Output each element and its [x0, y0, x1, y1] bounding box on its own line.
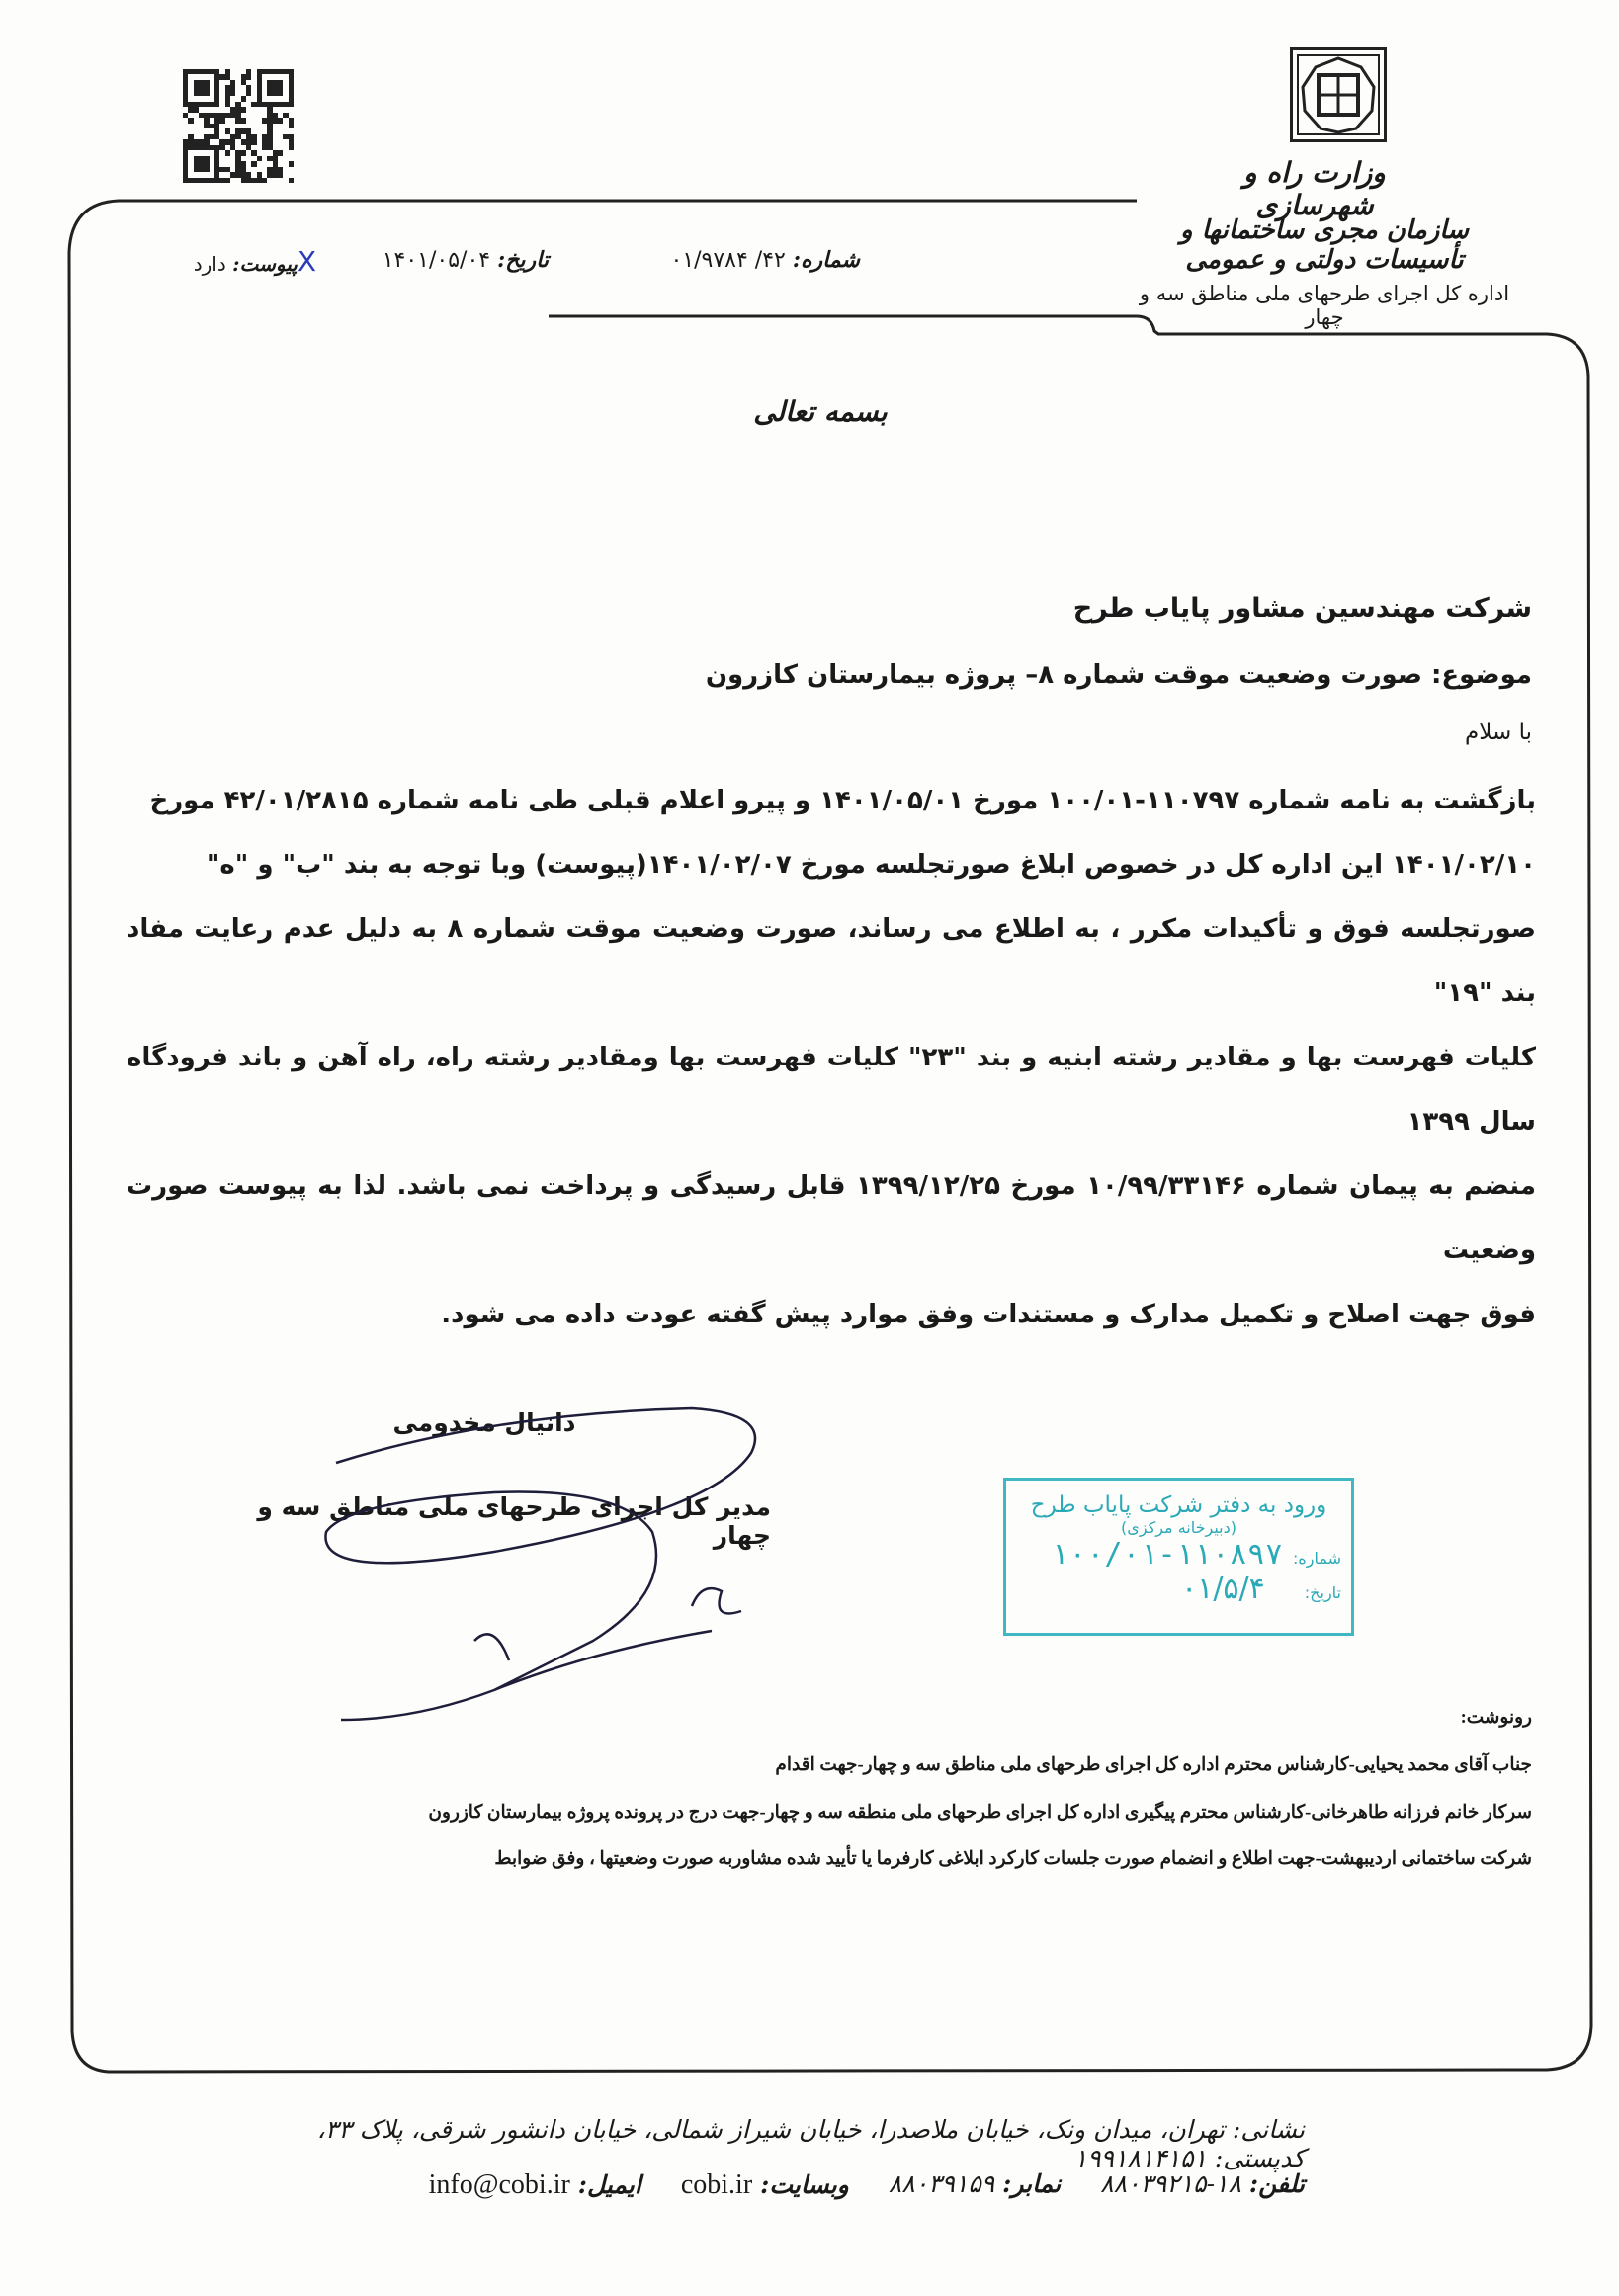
window-emblem-icon [1299, 55, 1378, 134]
cc-item: شرکت ساختمانی اردیبهشت-جهت اطلاع و انضمام صورت جلسات کارکرد ابلاغی کارفرما یا تأیید شده مشاوربه صورت وضعیتها ، وفق ضوابط [494, 1849, 1532, 1869]
stamp-date-value: ۰۱/۵/۴ [1181, 1572, 1265, 1606]
organization-name: سازمان مجری ساختمانها و تأسیسات دولتی و عمومی [1179, 215, 1470, 275]
letter-date [326, 247, 549, 273]
cc-item: جناب آقای محمد یحیایی-کارشناس محترم اداره کل اجرای طرحهای ملی مناطق سه و چهار-جهت اقدام [775, 1755, 1532, 1775]
greeting: با سلام [1465, 720, 1532, 745]
attachment-mark: X [297, 245, 316, 278]
attachment-label: پیوست: [232, 252, 298, 276]
received-stamp [1003, 1478, 1354, 1636]
stamp-subtitle: (دبیرخانه مرکزی) [1121, 1518, 1236, 1537]
stamp-number-label: شماره: [1292, 1549, 1341, 1568]
body-line: ۱۴۰۱/۰۲/۱۰ این اداره کل در خصوص ابلاغ صورتجلسه مورخ ۱۴۰۱/۰۲/۰۷(پیوست) وبا توجه به بند "ب" و "ه" [206, 850, 1536, 880]
footer-phone: تلفن: ۱۸-۸۸۰۳۹۲۱۵ [1100, 2169, 1305, 2198]
footer-contacts [326, 2169, 1305, 2201]
cc-label: رونوشت: [1460, 1708, 1532, 1728]
footer-address: نشانی: تهران، میدان ونک، خیابان ملاصدرا، خیابان شیراز شمالی، خیابان دانشور شرقی، پلاک ۳۳، کدپستی: ۱۹۹۱۸۱۴۱۵۱ [316, 2115, 1305, 2172]
stamp-date-label: تاریخ: [1304, 1583, 1341, 1602]
department-name: اداره کل اجرای طرحهای ملی مناطق سه و چهار [1139, 282, 1510, 329]
body-line: فوق جهت اصلاح و تکمیل مدارک و مستندات وفق موارد پیش گفته عودت داده می شود. [441, 1300, 1536, 1329]
body-line: منضم به پیمان شماره ۱۰/۹۹/۳۳۱۴۶ مورخ ۱۳۹۹/۱۲/۲۵ قابل رسیدگی و پرداخت نمی باشد. لذا به پیوست صورت وضعیت [127, 1171, 1537, 1265]
recipient: شرکت مهندسین مشاور پایاب طرح [1072, 593, 1532, 624]
letter-body [127, 769, 1536, 1347]
handwritten-signature [297, 1394, 791, 1730]
ministry-logo [1290, 47, 1387, 142]
body-line: کلیات فهرست بها و مقادیر رشته ابنیه و بند "۲۳" کلیات فهرست بها ومقادیر رشته راه، راه آهن و باند فرودگاه سال ۱۳۹۹ [127, 1043, 1537, 1137]
footer-fax: نمابر: ۸۸۰۳۹۱۵۹ [888, 2169, 1062, 2198]
body-line: بازگشت به نامه شماره ۱۱۰۷۹۷-۱۰۰/۰۱ مورخ ۱۴۰۱/۰۵/۰۱ و پیرو اعلام قبلی طی نامه شماره ۴۲/۰۱/۲۸۱۵ مورخ [149, 786, 1536, 815]
footer-email[interactable]: ایمیل: info@cobi.ir [428, 2169, 641, 2200]
qr-code [183, 69, 294, 183]
number-label: شماره: [792, 247, 860, 273]
body-line: صورتجلسه فوق و تأکیدات مکرر ، به اطلاع می رساند، صورت وضعیت موقت شماره ۸ به دلیل عدم رعایت مفاد بند "۱۹" [127, 914, 1536, 1008]
stamp-title: ورود به دفتر شرکت پایاب طرح [1030, 1492, 1327, 1518]
signatory-name: دانیال مخدومی [392, 1408, 576, 1437]
cc-item: سرکار خانم فرزانه طاهرخانی-کارشناس محترم پیگیری اداره کل اجرای طرحهای ملی منطقه سه و چهار-جهت درج در پرونده پروژه بیمارستان کازرون [428, 1803, 1532, 1823]
stamp-number-value: ۱۰۰/۰۱-۱۱۰۸۹۷ [1051, 1537, 1283, 1572]
letter-number [633, 247, 860, 273]
signatory-title: مدیر کل اجرای طرحهای ملی مناطق سه و چهار [257, 1492, 771, 1550]
ministry-name: وزارت راه و شهرسازی [1243, 156, 1386, 221]
number-value: ۴۲/ ۰۱/۹۷۸۴ [670, 248, 786, 273]
date-label: تاریخ: [497, 247, 549, 273]
date-value: ۱۴۰۱/۰۵/۰۴ [382, 248, 491, 273]
bismillah: بسمه تعالی [753, 395, 888, 428]
subject: موضوع: صورت وضعیت موقت شماره ۸– پروژه بیمارستان کازرون [705, 660, 1532, 690]
footer-website[interactable]: وبسایت: cobi.ir [680, 2169, 849, 2200]
attachment-value: دارد [193, 252, 226, 276]
letter-attachment [168, 245, 316, 278]
